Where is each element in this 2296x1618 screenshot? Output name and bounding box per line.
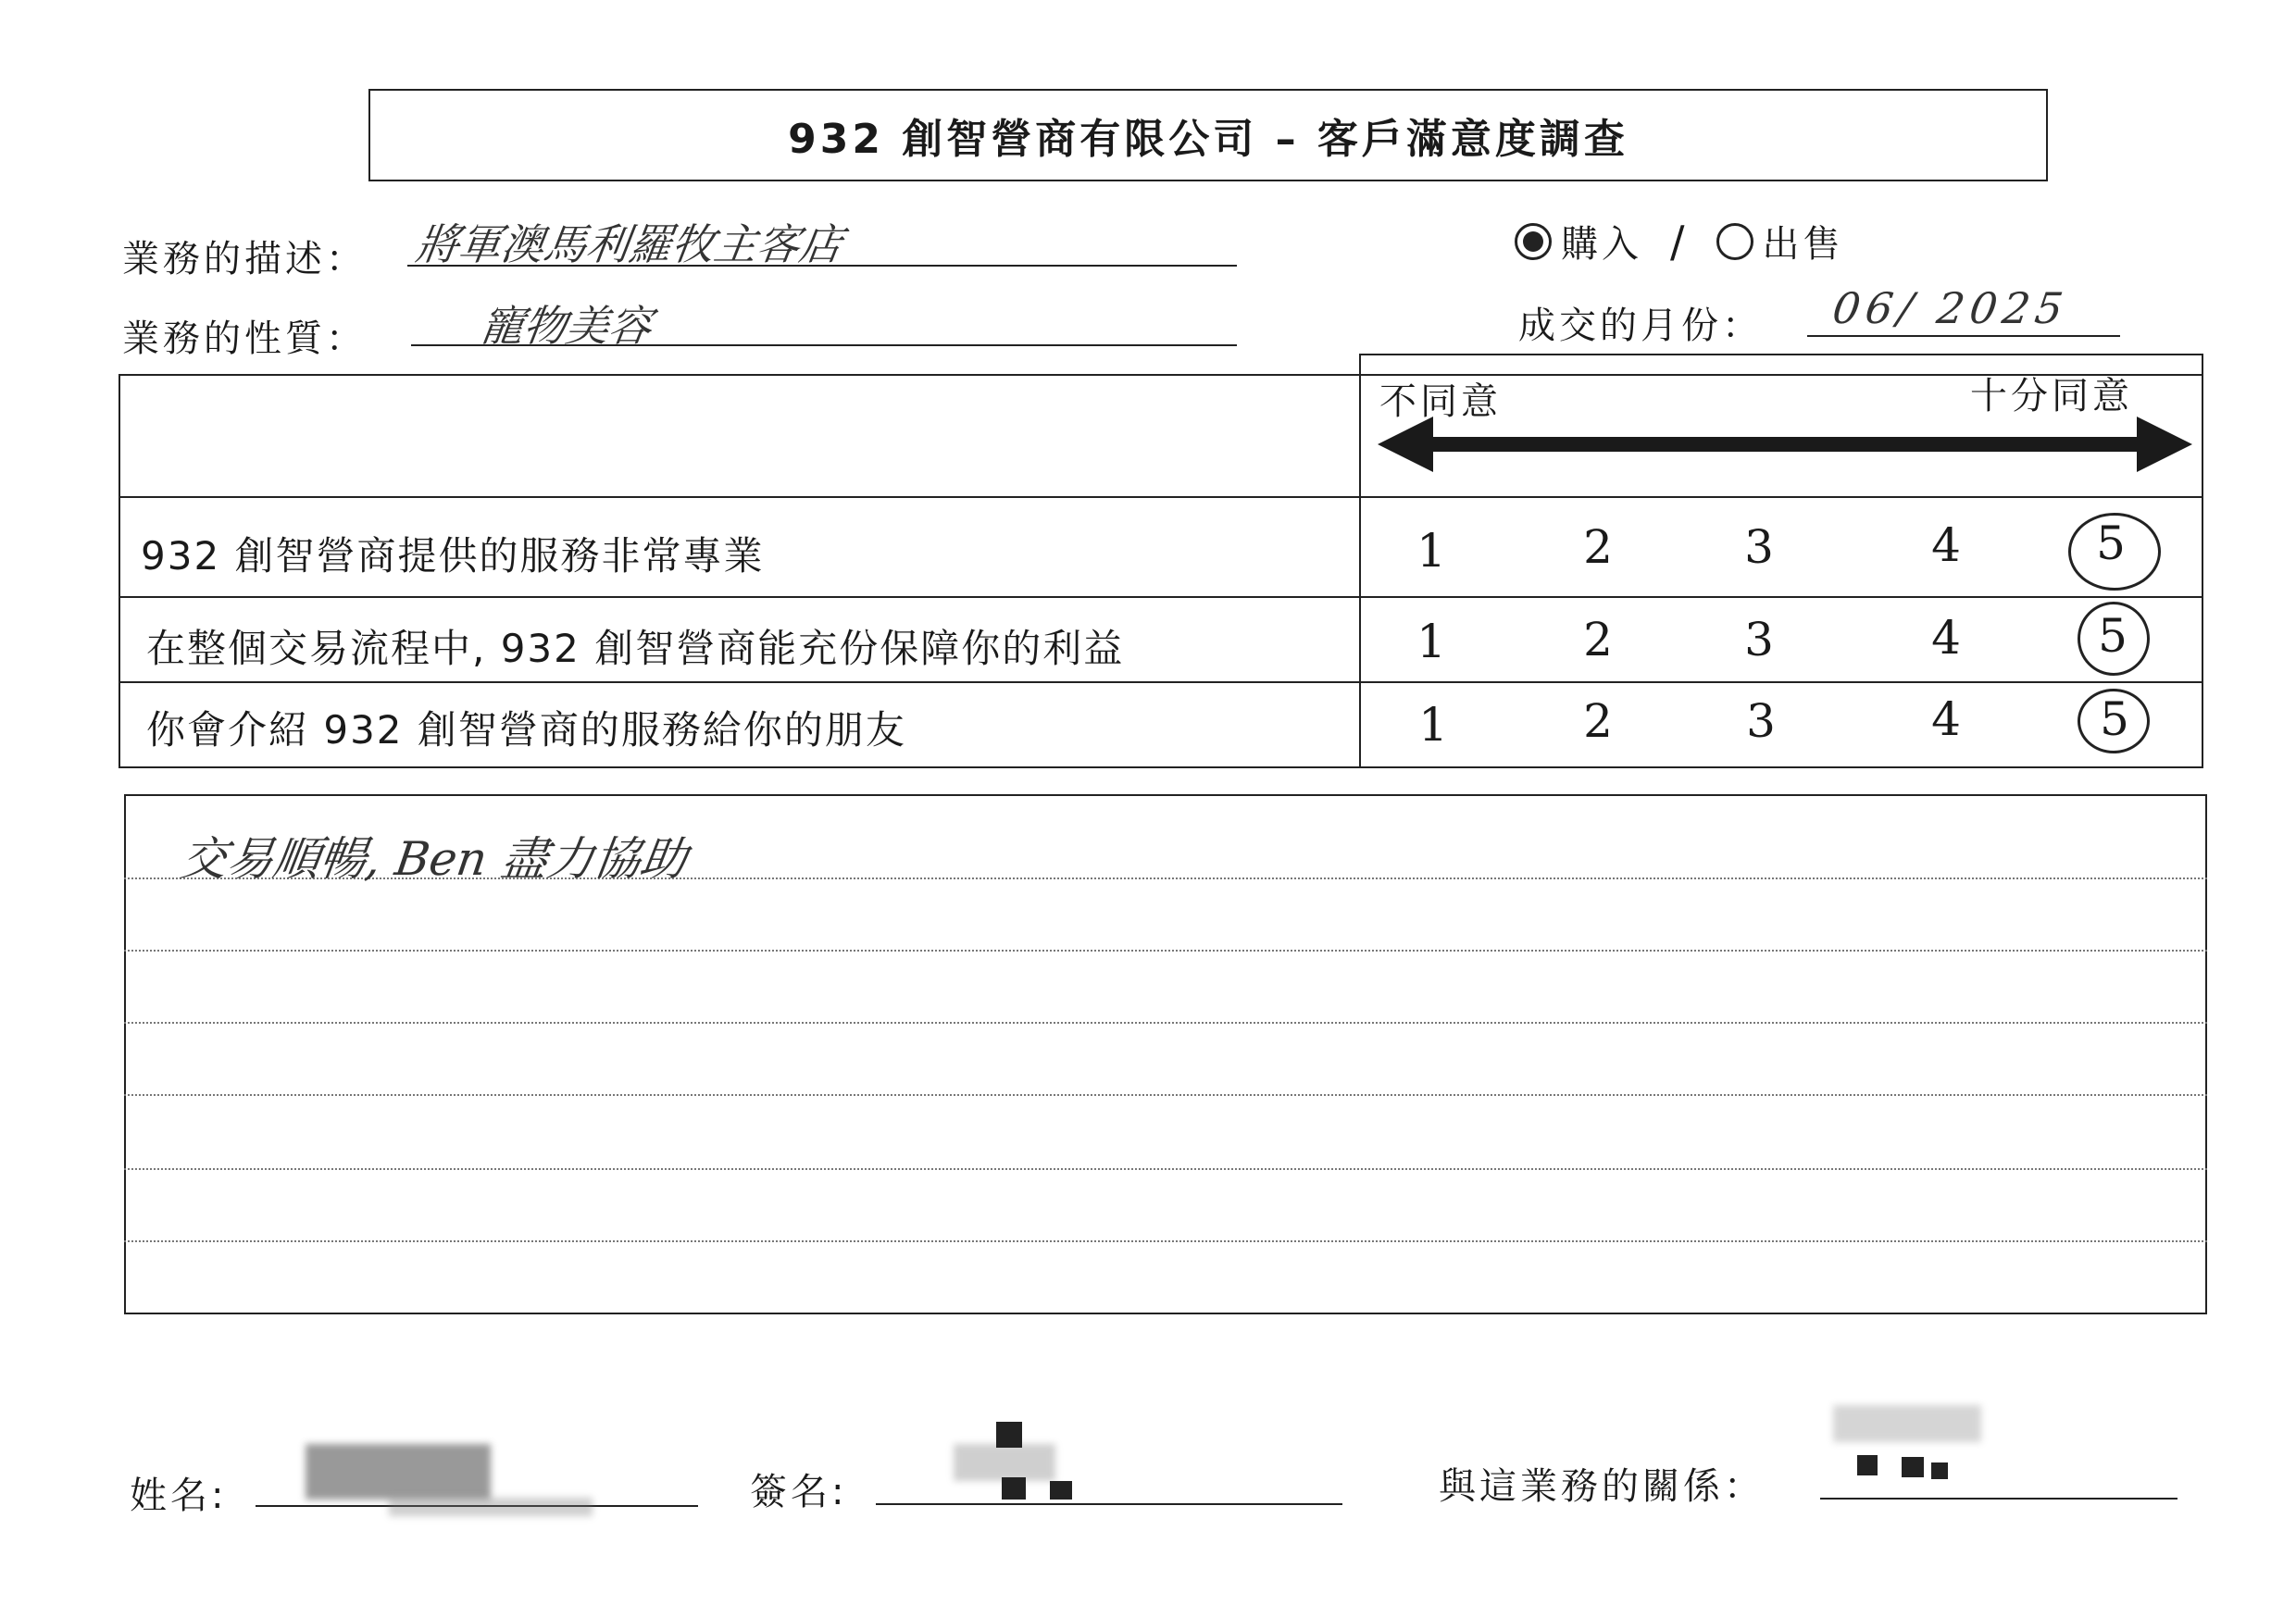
relation-underline	[1820, 1498, 2177, 1500]
row-divider-2	[119, 596, 2203, 598]
buy-radio[interactable]	[1515, 223, 1552, 260]
relation-redacted-block-2	[1902, 1457, 1924, 1477]
q2-option-1[interactable]: 1	[1416, 615, 1446, 668]
comment-line-3	[124, 1022, 2207, 1024]
signature-redacted-block-2	[1002, 1477, 1026, 1500]
comment-line-6	[124, 1240, 2207, 1242]
q3-option-1[interactable]: 1	[1418, 698, 1448, 752]
q1-option-1[interactable]: 1	[1416, 524, 1446, 578]
comment-line-2	[124, 950, 2207, 952]
signature-redacted-block-1	[996, 1422, 1022, 1448]
q1-option-2[interactable]: 2	[1583, 520, 1613, 574]
comment-line-5	[124, 1168, 2207, 1170]
month-label: 成交的月份：	[1518, 305, 1763, 347]
description-field[interactable]: 將軍澳馬利羅牧主客店	[412, 219, 846, 269]
month-field[interactable]: 06/ 2025	[1829, 283, 2072, 333]
month-underline	[1807, 335, 2120, 337]
table-right-border	[2202, 354, 2203, 768]
table-left-border	[119, 374, 120, 768]
row-divider-3	[119, 681, 2203, 683]
q1-option-4[interactable]: 4	[1931, 518, 1961, 572]
q3-option-5[interactable]: 5	[2100, 692, 2129, 746]
title-text: 932 創智營商有限公司 – 客戶滿意度調查	[788, 116, 1628, 163]
relation-redacted-block-3	[1931, 1462, 1948, 1479]
sell-label: 出售	[1762, 223, 1844, 266]
comment-line-4	[124, 1094, 2207, 1096]
rating-table	[119, 354, 2203, 768]
q2-option-3[interactable]: 3	[1744, 613, 1774, 666]
buy-label: 購入	[1561, 223, 1642, 266]
table-scale-top-border	[1359, 354, 2203, 355]
question-2: 在整個交易流程中, 932 創智營商能充份保障你的利益	[146, 626, 1125, 671]
signature-label: 簽名:	[750, 1471, 848, 1513]
row-divider-1	[119, 496, 2203, 498]
question-3: 你會介紹 932 創智營商的服務給你的朋友	[146, 707, 906, 753]
q1-option-5[interactable]: 5	[2096, 517, 2126, 570]
transaction-type	[1515, 215, 1844, 268]
name-redacted-smear	[389, 1498, 593, 1516]
relation-redacted-smear	[1833, 1405, 1981, 1442]
name-label: 姓名:	[130, 1475, 228, 1517]
q3-option-2[interactable]: 2	[1583, 694, 1613, 748]
table-top-border	[119, 374, 2203, 376]
signature-smudge	[954, 1444, 1055, 1481]
signature-redacted-block-3	[1050, 1481, 1072, 1500]
slash-separator: /	[1670, 216, 1689, 267]
comment-text: 交易順暢, Ben 盡力協助	[177, 832, 691, 886]
name-redacted	[306, 1444, 491, 1500]
scale-right-label: 十分同意	[1970, 375, 2133, 417]
nature-field[interactable]: 寵物美容	[477, 301, 655, 351]
q3-selected-circle	[2078, 689, 2150, 753]
description-label: 業務的描述：	[122, 238, 367, 280]
table-column-divider	[1359, 354, 1361, 768]
double-arrow-icon	[1378, 417, 2192, 472]
q2-option-4[interactable]: 4	[1931, 611, 1961, 665]
q3-option-3[interactable]: 3	[1746, 694, 1776, 748]
question-1: 932 創智營商提供的服務非常專業	[141, 533, 765, 579]
table-bottom-border	[119, 766, 2203, 768]
nature-label: 業務的性質：	[122, 317, 367, 360]
sell-radio[interactable]	[1716, 223, 1753, 260]
q1-selected-circle	[2068, 513, 2161, 591]
page-title	[368, 89, 2048, 181]
q2-selected-circle	[2078, 602, 2150, 676]
q3-option-4[interactable]: 4	[1931, 692, 1961, 746]
scale-left-label: 不同意	[1379, 380, 1502, 423]
q2-option-2[interactable]: 2	[1583, 613, 1613, 666]
relation-redacted-block-1	[1857, 1455, 1878, 1475]
signature-underline	[876, 1503, 1342, 1505]
q1-option-3[interactable]: 3	[1744, 520, 1774, 574]
q2-option-5[interactable]: 5	[2098, 609, 2128, 663]
relation-label: 與這業務的關係：	[1439, 1465, 1765, 1508]
